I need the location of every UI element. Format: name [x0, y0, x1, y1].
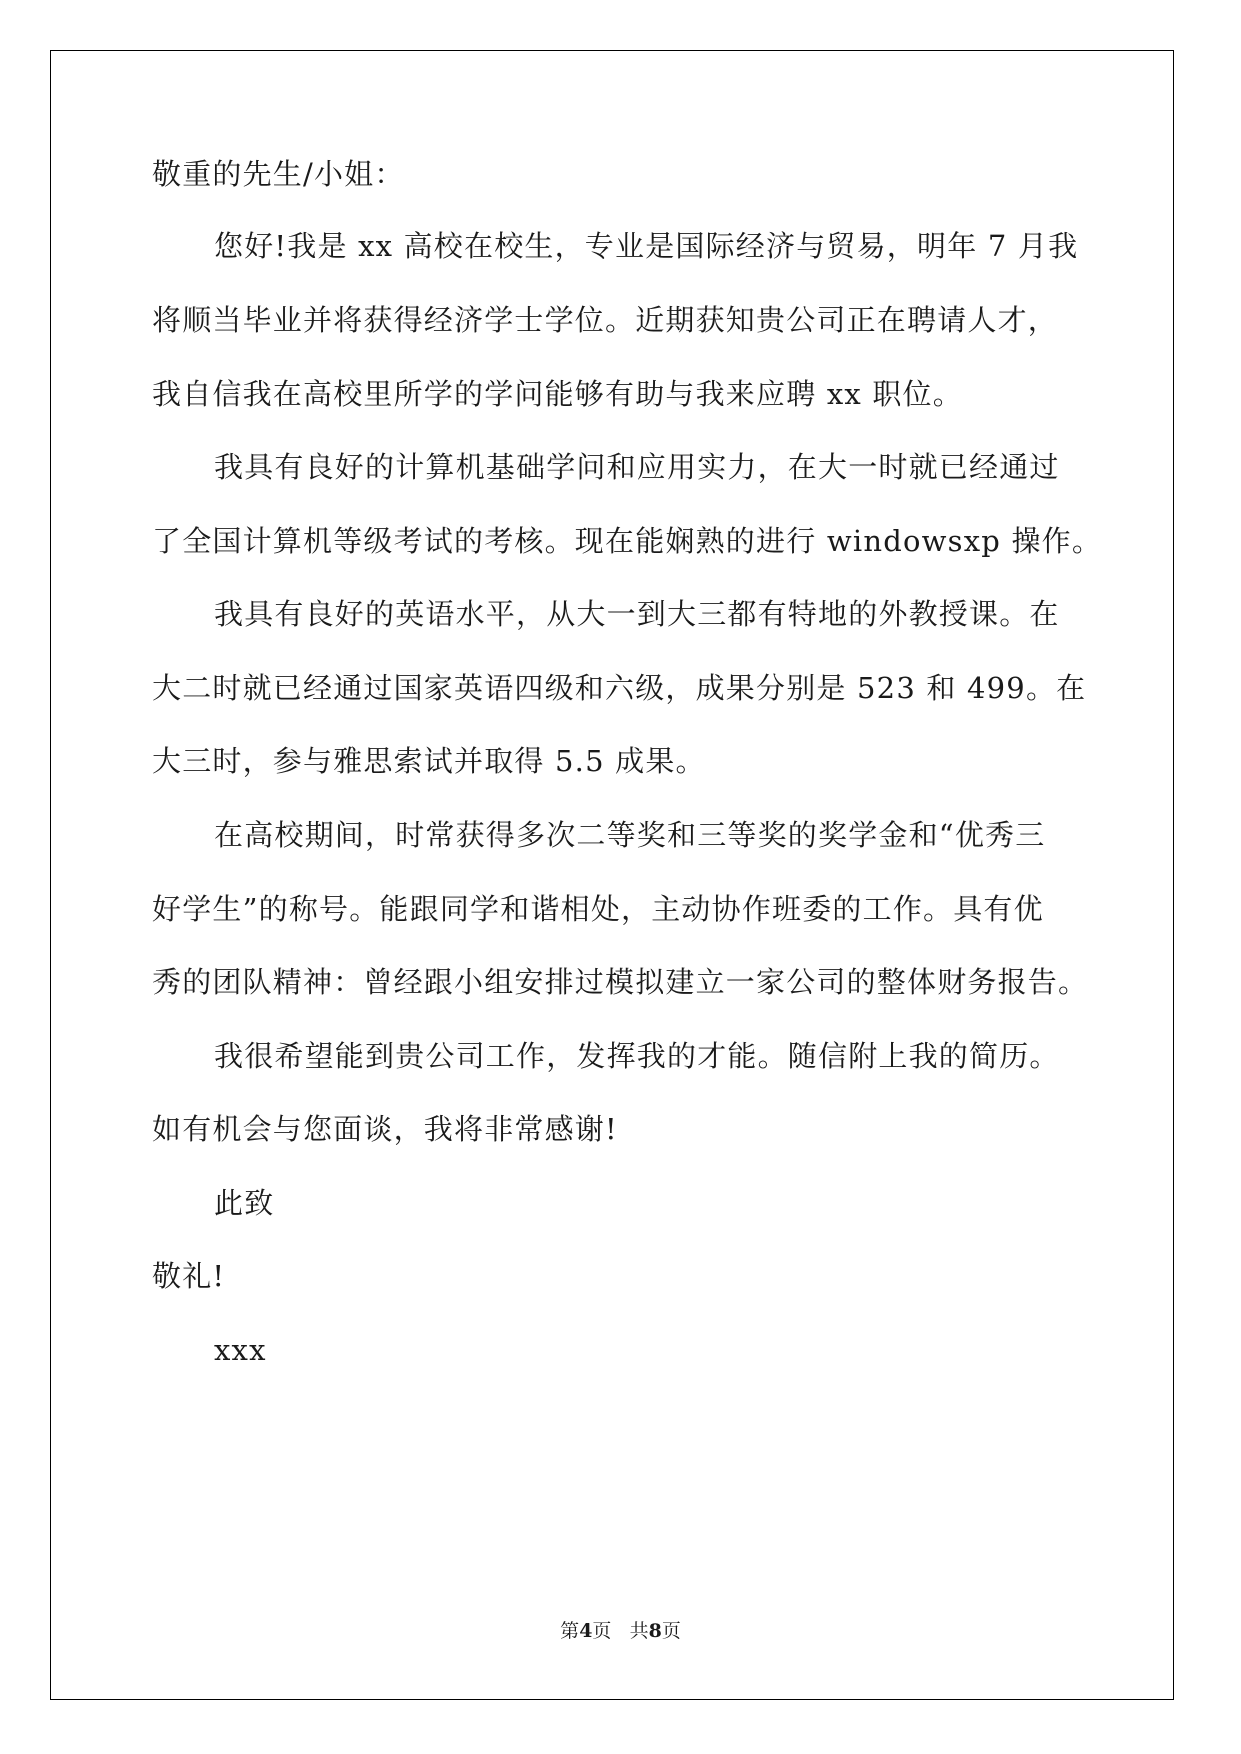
- page-footer: [0, 1616, 1241, 1643]
- letter-signature: xxx: [214, 1333, 267, 1367]
- footer-prefix: 第: [560, 1620, 580, 1642]
- footer-page-unit: 页: [592, 1620, 612, 1642]
- paragraph-line: 我很希望能到贵公司工作，发挥我的才能。随信附上我的简历。: [214, 1039, 1060, 1073]
- paragraph-line: 我具有良好的计算机基础学问和应用实力，在大一时就已经通过: [214, 450, 1060, 484]
- footer-total-unit: 页: [661, 1620, 681, 1642]
- paragraph-line: 大三时，参与雅思索试并取得 5.5 成果。: [152, 744, 706, 778]
- paragraph-line: 大二时就已经通过国家英语四级和六级，成果分别是 523 和 499。在: [152, 671, 1087, 705]
- page-border: [50, 50, 1174, 1700]
- paragraph-line: 在高校期间，时常获得多次二等奖和三等奖的奖学金和“优秀三: [214, 818, 1046, 852]
- paragraph-line: 我具有良好的英语水平，从大一到大三都有特地的外教授课。在: [214, 597, 1060, 631]
- paragraph-line: 您好!我是 xx 高校在校生，专业是国际经济与贸易，明年 7 月我: [214, 229, 1079, 263]
- letter-regards: 敬礼!: [152, 1259, 226, 1293]
- letter-closing: 此致: [214, 1186, 275, 1220]
- paragraph-line: 秀的团队精神：曾经跟小组安排过模拟建立一家公司的整体财务报告。: [152, 965, 1089, 999]
- footer-total-prefix: 共: [629, 1620, 649, 1642]
- footer-total-pages: 8: [648, 1620, 662, 1642]
- footer-current-page: 4: [579, 1620, 593, 1642]
- paragraph-line: 了全国计算机等级考试的考核。现在能娴熟的进行 windowsxp 操作。: [152, 524, 1103, 558]
- paragraph-line: 好学生”的称号。能跟同学和谐相处，主动协作班委的工作。具有优: [152, 892, 1044, 926]
- paragraph-line: 我自信我在高校里所学的学问能够有助与我来应聘 xx 职位。: [152, 377, 963, 411]
- paragraph-line: 将顺当毕业并将获得经济学士学位。近期获知贵公司正在聘请人才，: [152, 303, 1059, 337]
- paragraph-line: 如有机会与您面谈，我将非常感谢!: [152, 1112, 618, 1146]
- letter-salutation: 敬重的先生/小姐：: [152, 157, 405, 191]
